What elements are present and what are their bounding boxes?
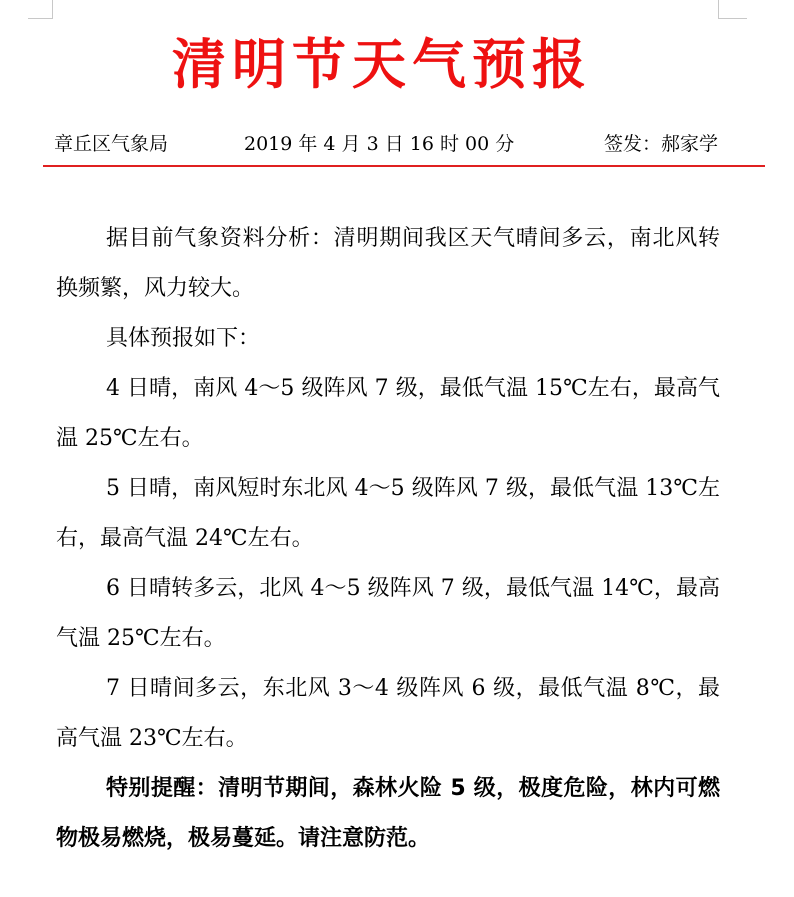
issuer: 章丘区气象局 (54, 133, 169, 155)
document-body (56, 214, 720, 864)
document-title: 清明节天气预报 (172, 33, 592, 96)
signer: 签发：郝家学 (603, 133, 718, 155)
issue-datetime: 2019 年 4 月 3 日 16 时 00 分 (244, 133, 515, 155)
fire-risk-alert: 特别提醒：清明节期间，森林火险 5 级，极度危险，林内可燃物极易燃烧，极易蔓延。请注意防范。 (56, 776, 720, 851)
paragraph-summary: 据目前气象资料分析：清明期间我区天气晴间多云，南北风转换频繁，风力较大。 (56, 226, 720, 301)
red-divider (43, 165, 765, 167)
crop-mark-top-right (718, 0, 747, 19)
paragraph-intro: 具体预报如下： (106, 326, 261, 351)
forecast-day-7: 7 日晴间多云，东北风 3～4 级阵风 6 级，最低气温 8℃，最高气温 23℃左右。 (56, 676, 720, 751)
forecast-day-5: 5 日晴，南风短时东北风 4～5 级阵风 7 级，最低气温 13℃左右，最高气温 24℃左右。 (56, 476, 720, 551)
crop-mark-top-left (28, 0, 53, 19)
forecast-day-4: 4 日晴，南风 4～5 级阵风 7 级，最低气温 15℃左右，最高气温 25℃左右。 (56, 376, 720, 451)
forecast-day-6: 6 日晴转多云，北风 4～5 级阵风 7 级，最低气温 14℃，最高气温 25℃左右。 (56, 576, 720, 651)
